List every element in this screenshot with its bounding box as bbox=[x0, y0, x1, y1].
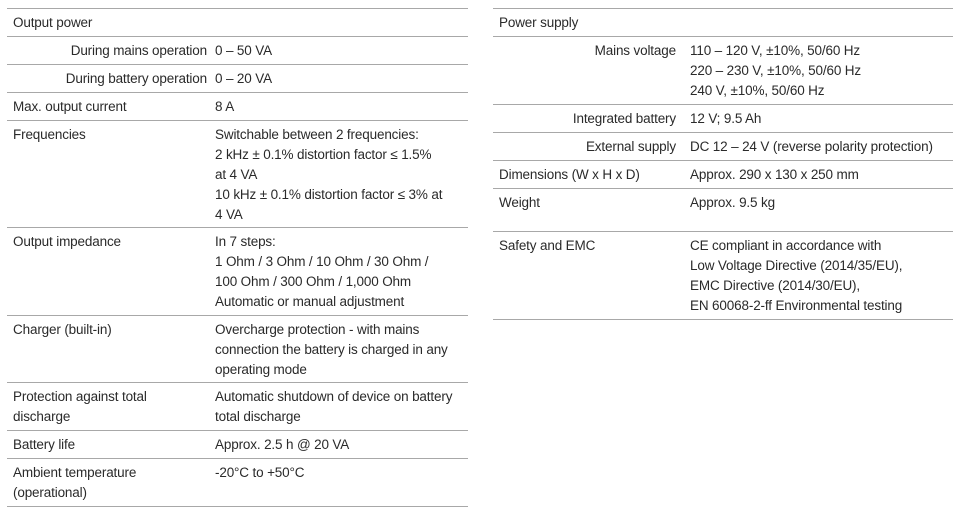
spec-value: 0 – 50 VA bbox=[215, 43, 272, 58]
spec-row bbox=[7, 459, 468, 507]
spec-row bbox=[493, 133, 953, 161]
section-title: Output power bbox=[13, 15, 93, 30]
spec-row bbox=[7, 37, 468, 65]
spec-value: Approx. 9.5 kg bbox=[690, 195, 775, 210]
spec-row bbox=[7, 65, 468, 93]
section-title: Power supply bbox=[499, 15, 579, 30]
spec-row bbox=[7, 316, 468, 383]
spec-label: Protection against total discharge bbox=[13, 389, 147, 424]
spec-row bbox=[493, 189, 953, 232]
specs-table-left bbox=[7, 8, 468, 507]
spec-row bbox=[493, 161, 953, 189]
spec-row bbox=[7, 383, 468, 431]
spec-value: Switchable between 2 frequencies: 2 kHz ± 0.1% distortion factor ≤ 1.5% at 4 VA 10 kHz ± 0.1% distortion factor ≤ 3% at 4 VA bbox=[215, 127, 443, 222]
spec-row bbox=[493, 105, 953, 133]
spec-label: Integrated battery bbox=[572, 111, 676, 126]
spec-label: During mains operation bbox=[70, 43, 207, 58]
spec-value: -20°C to +50°C bbox=[215, 465, 305, 480]
spec-label: Ambient temperature (operational) bbox=[13, 465, 137, 500]
spec-value: Approx. 290 x 130 x 250 mm bbox=[690, 167, 859, 182]
spec-label: Dimensions (W x H x D) bbox=[499, 167, 640, 182]
spec-value: 110 – 120 V, ±10%, 50/60 Hz 220 – 230 V, ±10%, 50/60 Hz 240 V, ±10%, 50/60 Hz bbox=[690, 43, 861, 98]
spec-value: 0 – 20 VA bbox=[215, 71, 272, 86]
spec-label: External supply bbox=[585, 139, 676, 154]
spec-value: Automatic shutdown of device on battery total discharge bbox=[215, 389, 453, 424]
spec-row bbox=[493, 37, 953, 105]
spec-value: In 7 steps: 1 Ohm / 3 Ohm / 10 Ohm / 30 Ohm / 100 Ohm / 300 Ohm / 1,000 Ohm Automatic or manual adjustment bbox=[215, 234, 429, 309]
spec-label: Weight bbox=[499, 195, 540, 210]
spec-value: CE compliant in accordance with Low Voltage Directive (2014/35/EU), EMC Directive (2014/30/EU), EN 60068-2-ff Environmental testing bbox=[690, 238, 903, 313]
spec-row bbox=[7, 431, 468, 459]
spec-label: Battery life bbox=[13, 437, 75, 452]
spec-label: Frequencies bbox=[13, 127, 86, 142]
spec-row bbox=[493, 232, 953, 320]
spec-value: Approx. 2.5 h @ 20 VA bbox=[215, 437, 350, 452]
spec-row bbox=[7, 93, 468, 121]
spec-row bbox=[7, 228, 468, 316]
spec-value: 8 A bbox=[215, 99, 235, 114]
spec-label: Output impedance bbox=[13, 234, 121, 249]
spec-label: Mains voltage bbox=[594, 43, 676, 58]
spec-value: Overcharge protection - with mains connection the battery is charged in any operating mode bbox=[215, 322, 448, 377]
spec-value: DC 12 – 24 V (reverse polarity protection) bbox=[690, 139, 933, 154]
specs-table-right bbox=[493, 8, 953, 320]
spec-row bbox=[7, 121, 468, 228]
spec-value: 12 V; 9.5 Ah bbox=[690, 111, 762, 126]
spec-label: Max. output current bbox=[13, 99, 127, 114]
section-header-power-supply bbox=[493, 9, 953, 37]
spec-label: During battery operation bbox=[65, 71, 207, 86]
section-header-output-power bbox=[7, 9, 468, 37]
spec-label: Safety and EMC bbox=[499, 238, 596, 253]
spec-label: Charger (built-in) bbox=[13, 322, 112, 337]
